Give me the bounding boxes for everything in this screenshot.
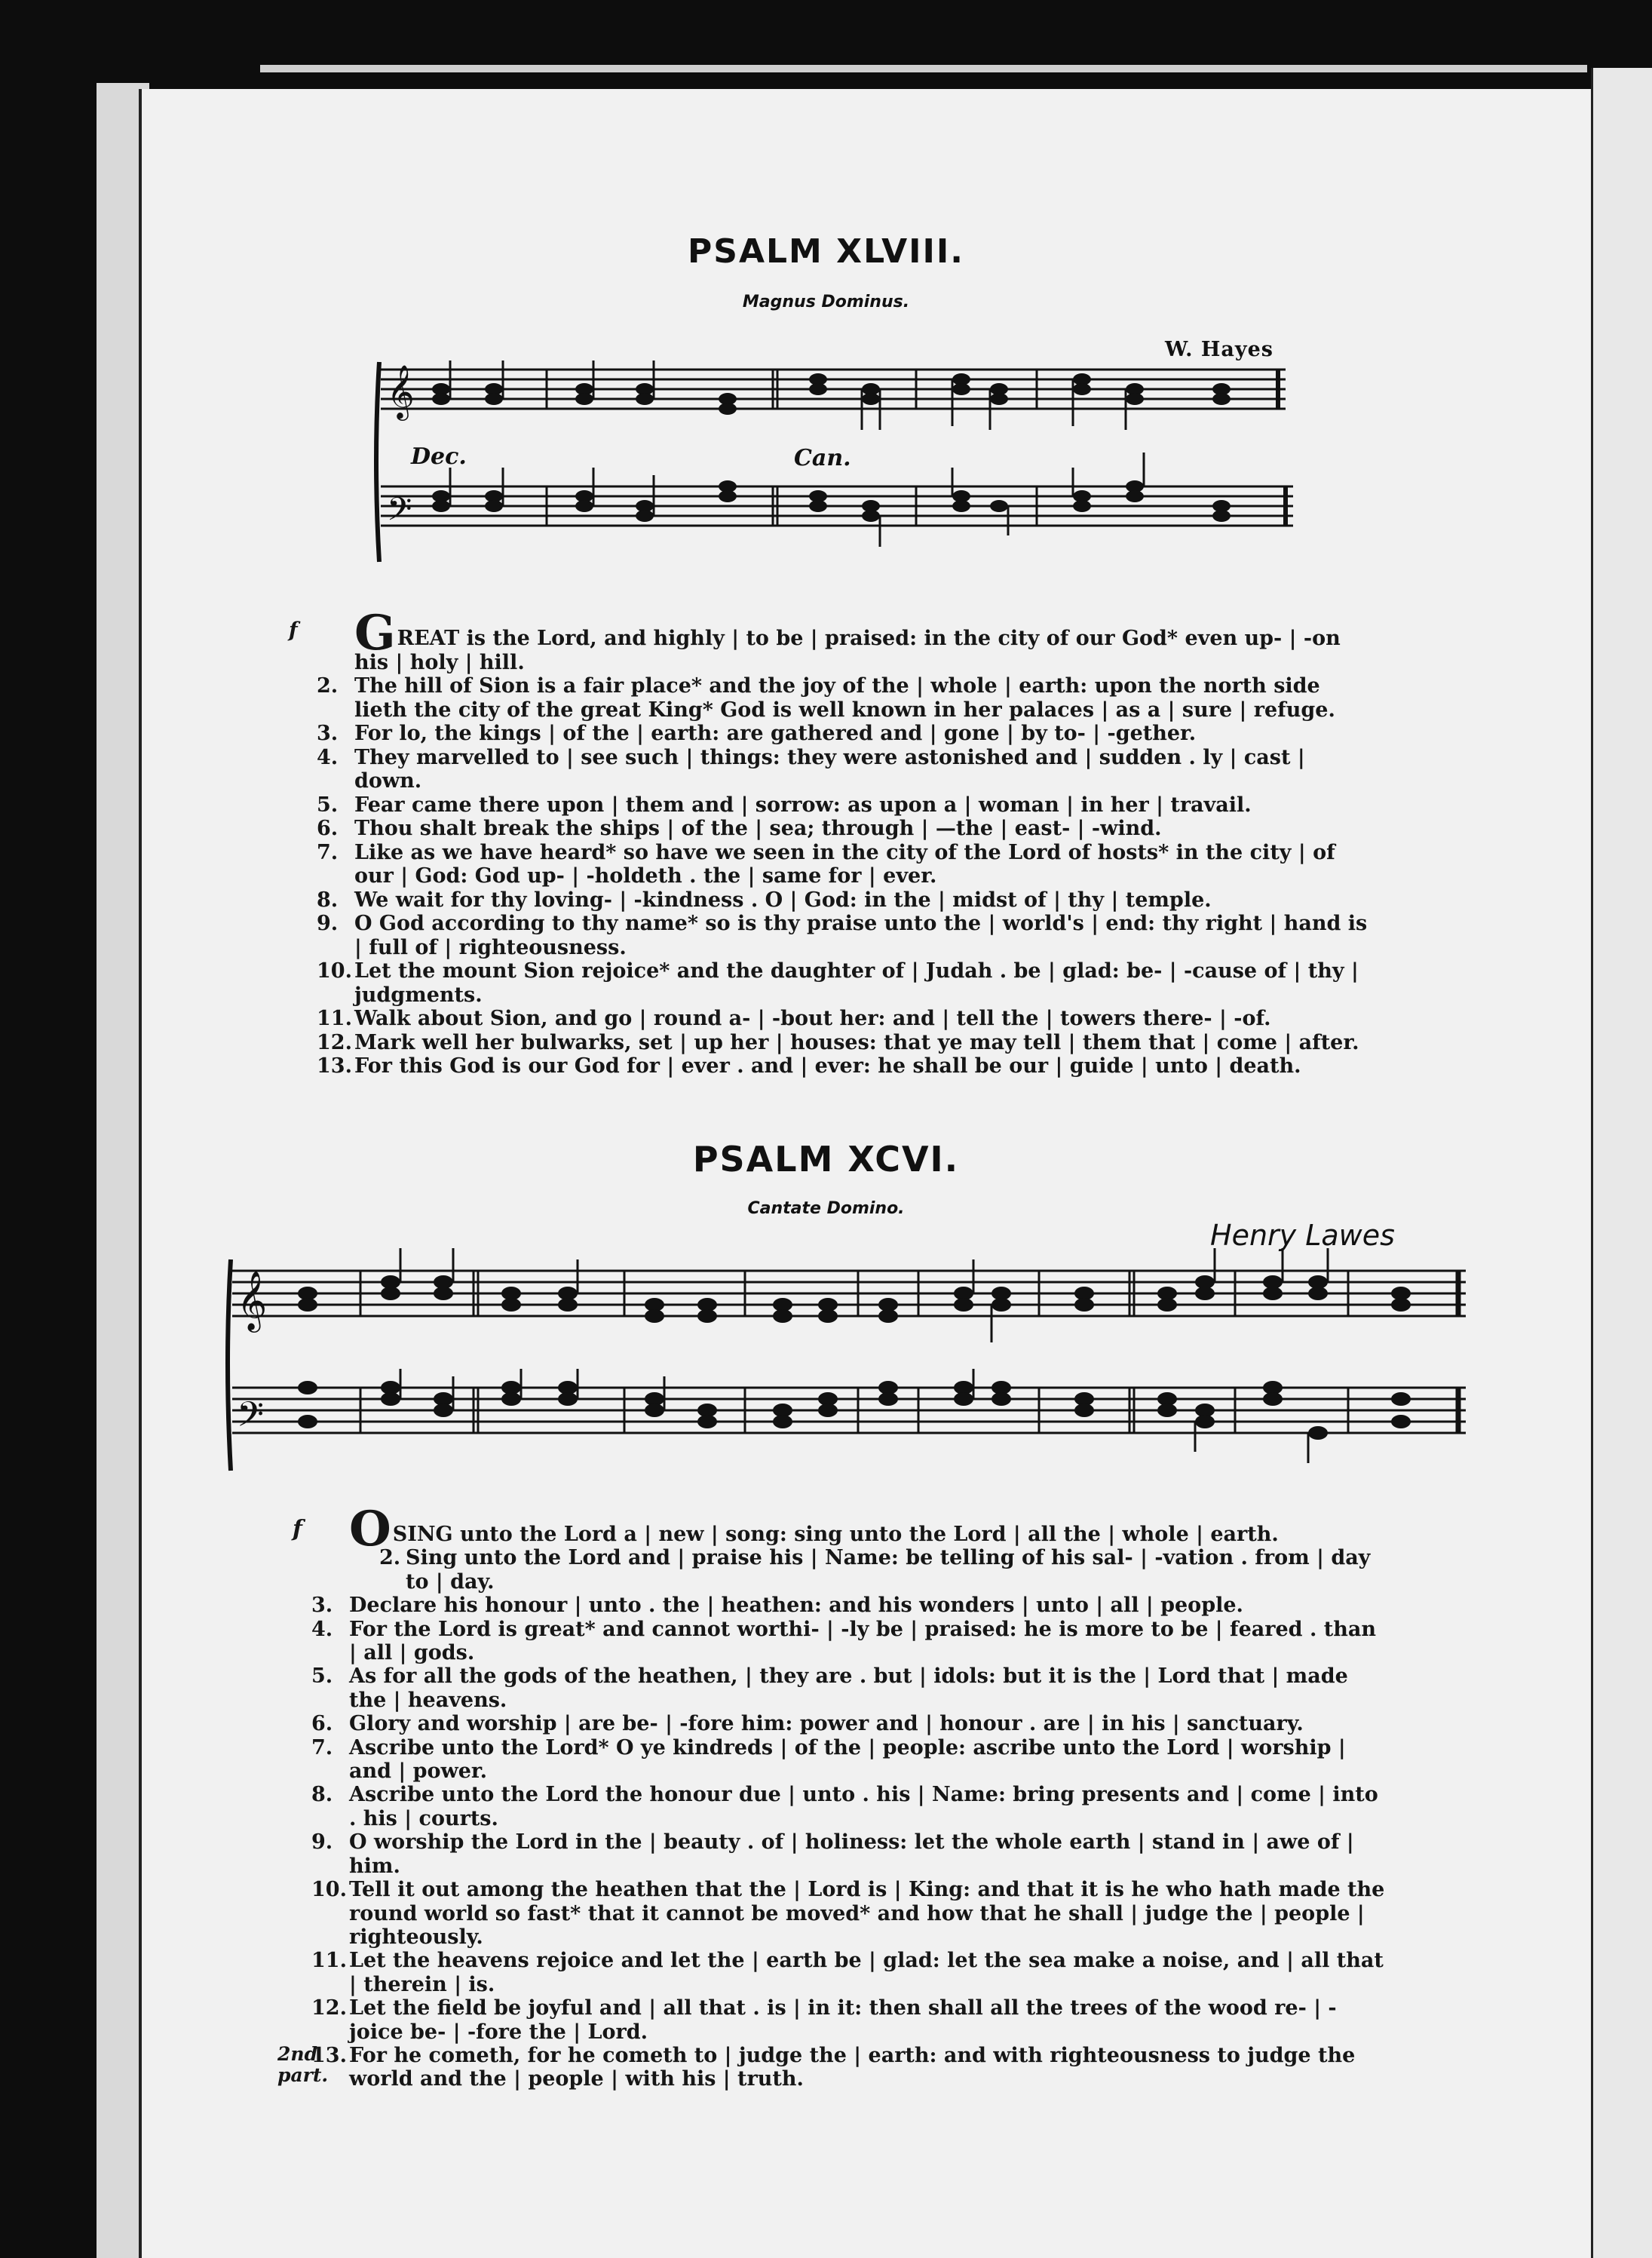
psalm96-chant-score — [225, 1248, 1466, 1474]
verse — [298, 1007, 1368, 1031]
verse-text: For he cometh, for he cometh to | judge the | earth: and with righteousness to judge the world and the | people | with his | truth. — [349, 2043, 1356, 2091]
psalm96-composer-handwritten: Henry Lawes — [1210, 1219, 1395, 1252]
verse — [293, 1996, 1386, 2044]
dynamic-mark: f — [289, 618, 298, 642]
verse — [298, 722, 1368, 746]
verse-text: REAT is the Lord, and highly | to be | praised: in the city of our God* even up- | -on his | holy | hill. — [354, 627, 1341, 674]
verse-text: The hill of Sion is a fair place* and the joy of the | whole | earth: upon the north side lieth the city of the great King* God is well known in her palaces | as a | sure | refuge. — [354, 674, 1335, 722]
verse-text: Tell it out among the heathen that the | Lord is | King: and that it is he who hath made the round world so fast* that it cannot be moved* and how that he shall | judge the | people | righteously. — [349, 1878, 1385, 1949]
verse-number: 10. — [311, 1878, 347, 1902]
drop-cap: O — [349, 1501, 391, 1557]
verse-number: 4. — [311, 1617, 333, 1641]
verse-text: SING unto the Lord a | new | song: sing unto the Lord | all the | whole | earth. — [392, 1523, 1279, 1546]
verse-text: For this God is our God for | ever . and | ever: he shall be our | guide | unto | death. — [354, 1054, 1301, 1078]
verse-text: Thou shalt break the ships | of the | sea; through | —the | east- | -wind. — [354, 817, 1162, 840]
verse-text: Sing unto the Lord and | praise his | Name: be telling of his sal- | -vation . from | day to | day. — [406, 1546, 1371, 1594]
verse — [277, 2042, 1386, 2091]
verse — [298, 817, 1368, 841]
svg-text:𝄢: 𝄢 — [237, 1394, 265, 1443]
verse-number: 3. — [311, 1594, 333, 1618]
verse-number: 10. — [317, 959, 352, 983]
verse-number: 7. — [311, 1735, 333, 1759]
page-top-edge — [260, 65, 1587, 72]
verse-text: Let the field be joyful and | all that . is | in it: then shall all the trees of the wood re- | -joice be- | -fore the | Lord. — [349, 1996, 1337, 2044]
verse-text: They marvelled to | see such | things: they were astonished and | sudden . ly | cast | down. — [354, 745, 1305, 793]
verse-number: 8. — [311, 1783, 333, 1807]
psalm48-title: PSALM XLVIII. — [688, 232, 964, 271]
verse-text: O worship the Lord in the | beauty . of | holiness: let the whole earth | stand in | awe of | him. — [349, 1830, 1354, 1878]
verse-number: 12. — [317, 1030, 352, 1054]
dynamic-mark: f — [293, 1516, 302, 1542]
verse-number: 2. — [379, 1546, 401, 1570]
verse — [293, 1949, 1386, 1996]
psalm48-text — [289, 605, 1368, 1078]
psalm48-composer: W. Hayes — [1165, 338, 1273, 361]
verse — [293, 1501, 1386, 1557]
verse-number: 5. — [311, 1664, 333, 1689]
verse-number: 12. — [311, 1996, 347, 2020]
psalm48-dec-label: Dec. — [411, 443, 467, 470]
verse-number: 13. — [317, 1054, 352, 1078]
verse-number: 6. — [317, 817, 339, 840]
verse — [298, 1031, 1368, 1055]
verse — [298, 959, 1368, 1007]
svg-text:𝄢: 𝄢 — [387, 491, 412, 536]
verse-number: 7. — [317, 840, 339, 864]
verse-text: For lo, the kings | of the | earth: are gathered and | gone | by to- | -gether. — [354, 722, 1197, 745]
verse-number: 4. — [317, 745, 339, 769]
svg-text:𝄞: 𝄞 — [237, 1271, 268, 1330]
drop-cap: G — [354, 605, 396, 661]
second-part-label: 2nd part. — [277, 2042, 329, 2086]
verse-number: 13. — [311, 2043, 347, 2067]
verse-number: 8. — [317, 888, 339, 912]
verse-text: Fear came there upon | them and | sorrow: as upon a | woman | in her | travail. — [354, 793, 1252, 817]
psalm96-text — [277, 1501, 1386, 2091]
verse — [298, 674, 1368, 722]
verse-number: 11. — [311, 1949, 347, 1973]
verse-text: As for all the gods of the heathen, | they are . but | idols: but it is the | Lord that | made the | heavens. — [349, 1664, 1348, 1712]
verse — [293, 1830, 1386, 1878]
verse-text: Glory and worship | are be- | -fore him: power and | honour . are | in his | sanctuary. — [349, 1712, 1304, 1736]
verse-number: 11. — [317, 1007, 352, 1030]
verse — [298, 1054, 1368, 1078]
verse-text: Like as we have heard* so have we seen in the city of the Lord of hosts* in the city | of our | God: God up- | -holdeth . the | same for | ever. — [354, 840, 1335, 888]
verse — [293, 1664, 1386, 1712]
verse-number: 2. — [317, 674, 339, 698]
verse — [289, 605, 1368, 674]
verse — [298, 841, 1368, 888]
psalm96-title: PSALM XCVI. — [692, 1139, 960, 1180]
verse-number: 5. — [317, 793, 339, 817]
verse — [293, 1736, 1386, 1784]
verse — [293, 1712, 1386, 1735]
verse — [293, 1546, 1386, 1594]
psalm96-subtitle: Cantate Domino. — [747, 1199, 905, 1218]
verse-number: 9. — [317, 912, 339, 935]
verse — [298, 793, 1368, 818]
verse — [298, 888, 1368, 913]
psalm48-subtitle: Magnus Dominus. — [742, 293, 910, 311]
svg-text:𝄞: 𝄞 — [387, 364, 415, 419]
verse-text: Let the mount Sion rejoice* and the daughter of | Judah . be | glad: be- | -cause of | thy | judgments. — [354, 959, 1359, 1007]
verse-text: Ascribe unto the Lord* O ye kindreds | of the | people: ascribe unto the Lord | worship | and | power. — [349, 1735, 1346, 1784]
verse-text: Declare his honour | unto . the | heathen: and his wonders | unto | all | people. — [349, 1594, 1243, 1618]
verse-number: 6. — [311, 1712, 333, 1736]
verse-number: 9. — [311, 1830, 333, 1855]
verse — [293, 1878, 1386, 1949]
verse — [293, 1783, 1386, 1830]
verse-number: 3. — [317, 722, 339, 745]
verse-text: We wait for thy loving- | -kindness . O | God: in the | midst of | thy | temple. — [354, 888, 1212, 912]
verse-text: Walk about Sion, and go | round a- | -bout her: and | tell the | towers there- | -of. — [354, 1007, 1271, 1030]
verse-text: Mark well her bulwarks, set | up her | houses: that ye may tell | them that | come | after. — [354, 1030, 1359, 1054]
verse-text: For the Lord is great* and cannot worthi- | -ly be | praised: he is more to be | feared . than | all | gods. — [349, 1617, 1376, 1665]
verse-text: O God according to thy name* so is thy praise unto the | world's | end: thy right | hand is | full of | righteousness. — [354, 912, 1368, 959]
verse-text: Ascribe unto the Lord the honour due | unto . his | Name: bring presents and | come | into . his | courts. — [349, 1783, 1378, 1830]
verse-text: Let the heavens rejoice and let the | earth be | glad: let the sea make a noise, and | all that | therein | is. — [349, 1949, 1384, 1996]
verse — [298, 746, 1368, 793]
verse — [298, 912, 1368, 959]
psalm48-can-label: Can. — [794, 445, 851, 471]
verse — [293, 1594, 1386, 1617]
verse — [293, 1618, 1386, 1665]
